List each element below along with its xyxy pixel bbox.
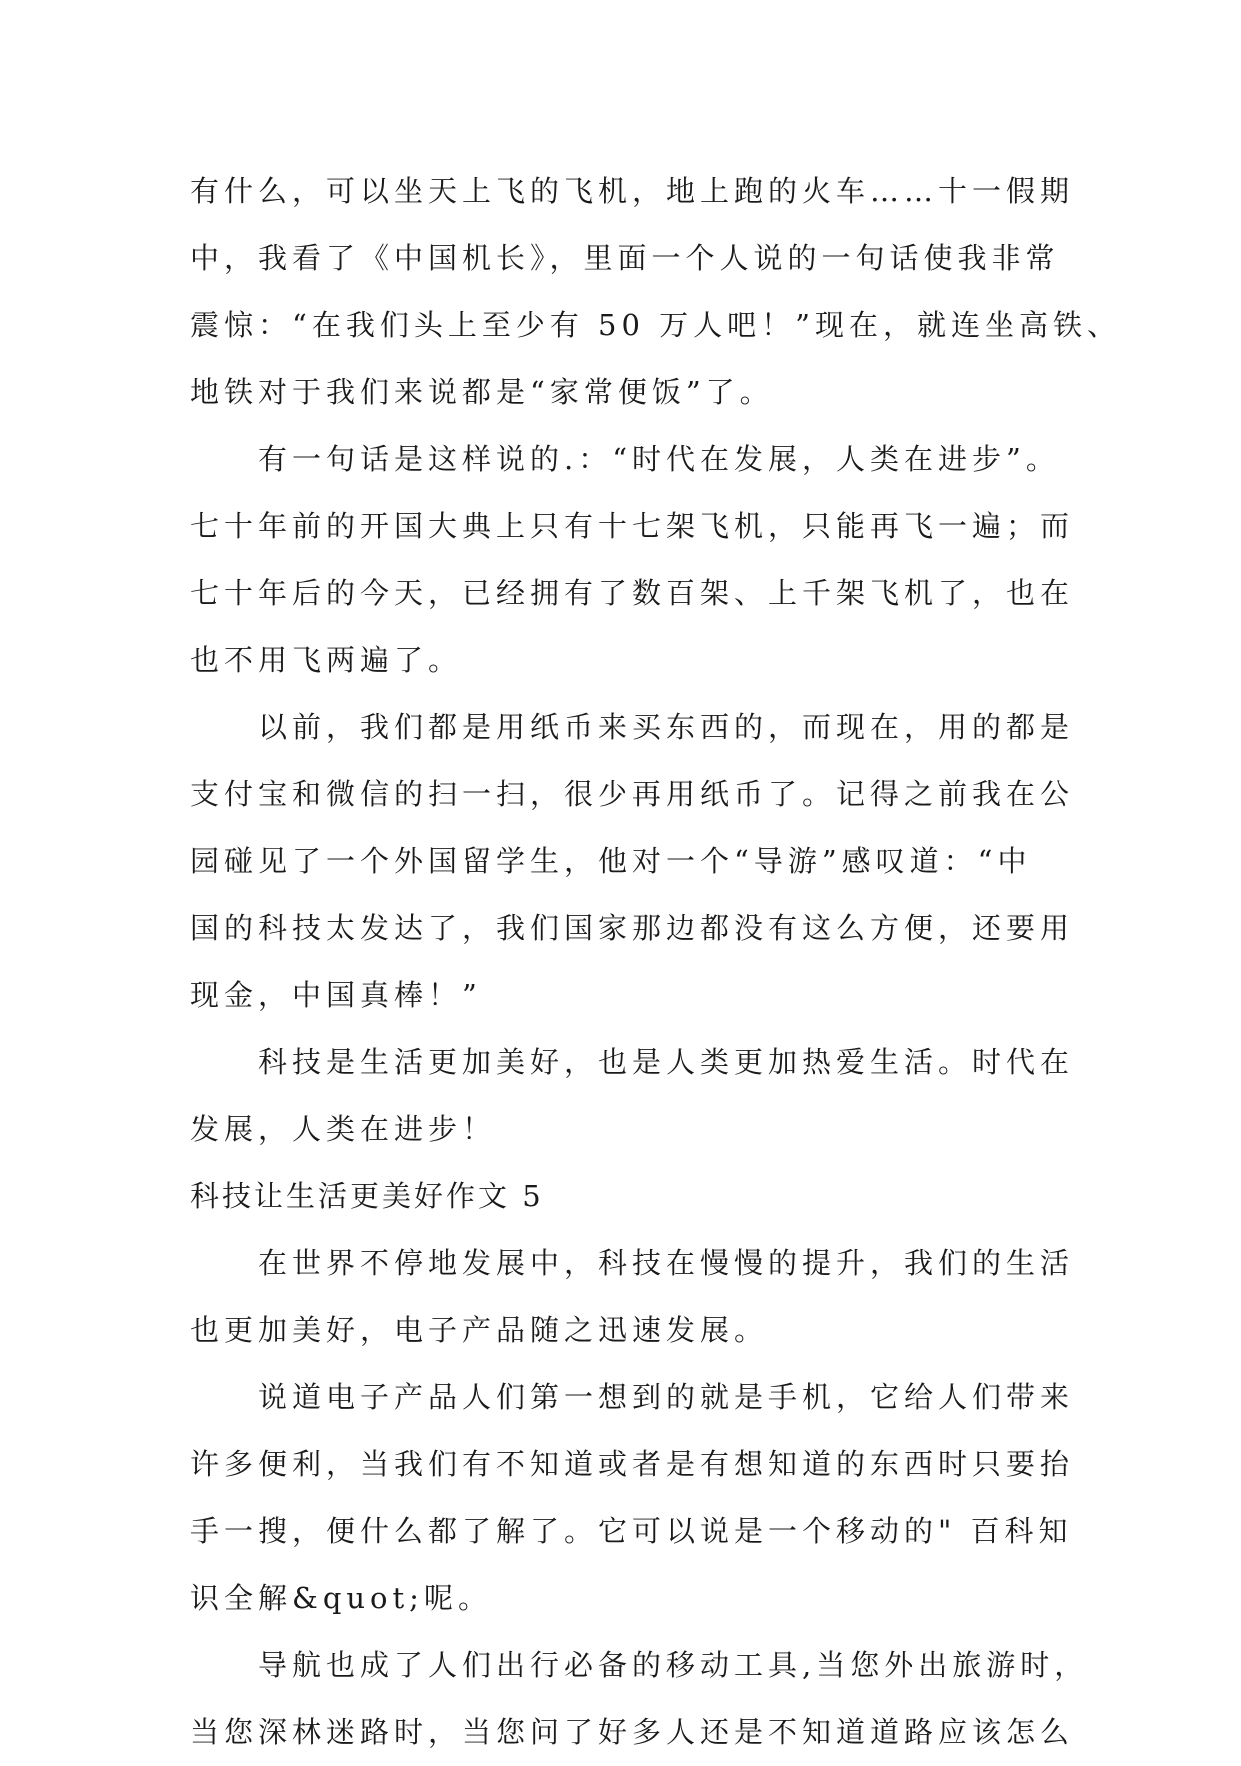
text-line: 地铁对于我们来说都是“家常便饭”了。	[190, 375, 774, 409]
text-line: 七十年后的今天，已经拥有了数百架、上千架飞机了，也在	[190, 576, 1075, 610]
paragraph-first-line: 有一句话是这样说的.：“时代在发展，人类在进步”。	[258, 442, 1060, 476]
paragraph-first-line: 以前，我们都是用纸币来买东西的，而现在，用的都是	[258, 710, 1075, 744]
text-line: 园碰见了一个外国留学生，他对一个“导游”感叹道：“中	[190, 844, 1032, 878]
text-line: 震惊：“在我们头上至少有 50 万人吧！”现在，就连坐高铁、	[190, 308, 1121, 342]
text-line: 许多便利，当我们有不知道或者是有想知道的东西时只要抬	[190, 1447, 1075, 1481]
text-line: 中，我看了《中国机长》，里面一个人说的一句话使我非常	[190, 241, 1060, 275]
text-line: 也不用飞两遍了。	[190, 643, 463, 677]
text-line: 现金，中国真棒！”	[190, 978, 482, 1012]
text-line: 识全解&quot;呢。	[190, 1581, 492, 1615]
text-line: 有什么，可以坐天上飞的飞机，地上跑的火车……十一假期	[190, 174, 1075, 208]
text-line: 七十年前的开国大典上只有十七架飞机，只能再飞一遍；而	[190, 509, 1075, 543]
paragraph-first-line: 科技是生活更加美好，也是人类更加热爱生活。时代在	[258, 1045, 1075, 1079]
text-line: 国的科技太发达了，我们国家那边都没有这么方便，还要用	[190, 911, 1075, 945]
text-line: 当您深林迷路时，当您问了好多人还是不知道道路应该怎么	[190, 1715, 1075, 1749]
paragraph-first-line: 说道电子产品人们第一想到的就是手机，它给人们带来	[258, 1380, 1075, 1414]
section-heading: 科技让生活更美好作文 5	[190, 1179, 544, 1213]
text-line: 支付宝和微信的扫一扫，很少再用纸币了。记得之前我在公	[190, 777, 1075, 811]
document-body	[190, 158, 1121, 1766]
paragraph-first-line: 在世界不停地发展中，科技在慢慢的提升，我们的生活	[258, 1246, 1075, 1280]
text-line: 手一搜，便什么都了解了。它可以说是一个移动的" 百科知	[190, 1514, 1073, 1548]
text-line: 也更加美好，电子产品随之迅速发展。	[190, 1313, 769, 1347]
paragraph-first-line: 导航也成了人们出行必备的移动工具,当您外出旅游时，	[258, 1648, 1089, 1682]
text-line: 发展，人类在进步！	[190, 1112, 497, 1146]
